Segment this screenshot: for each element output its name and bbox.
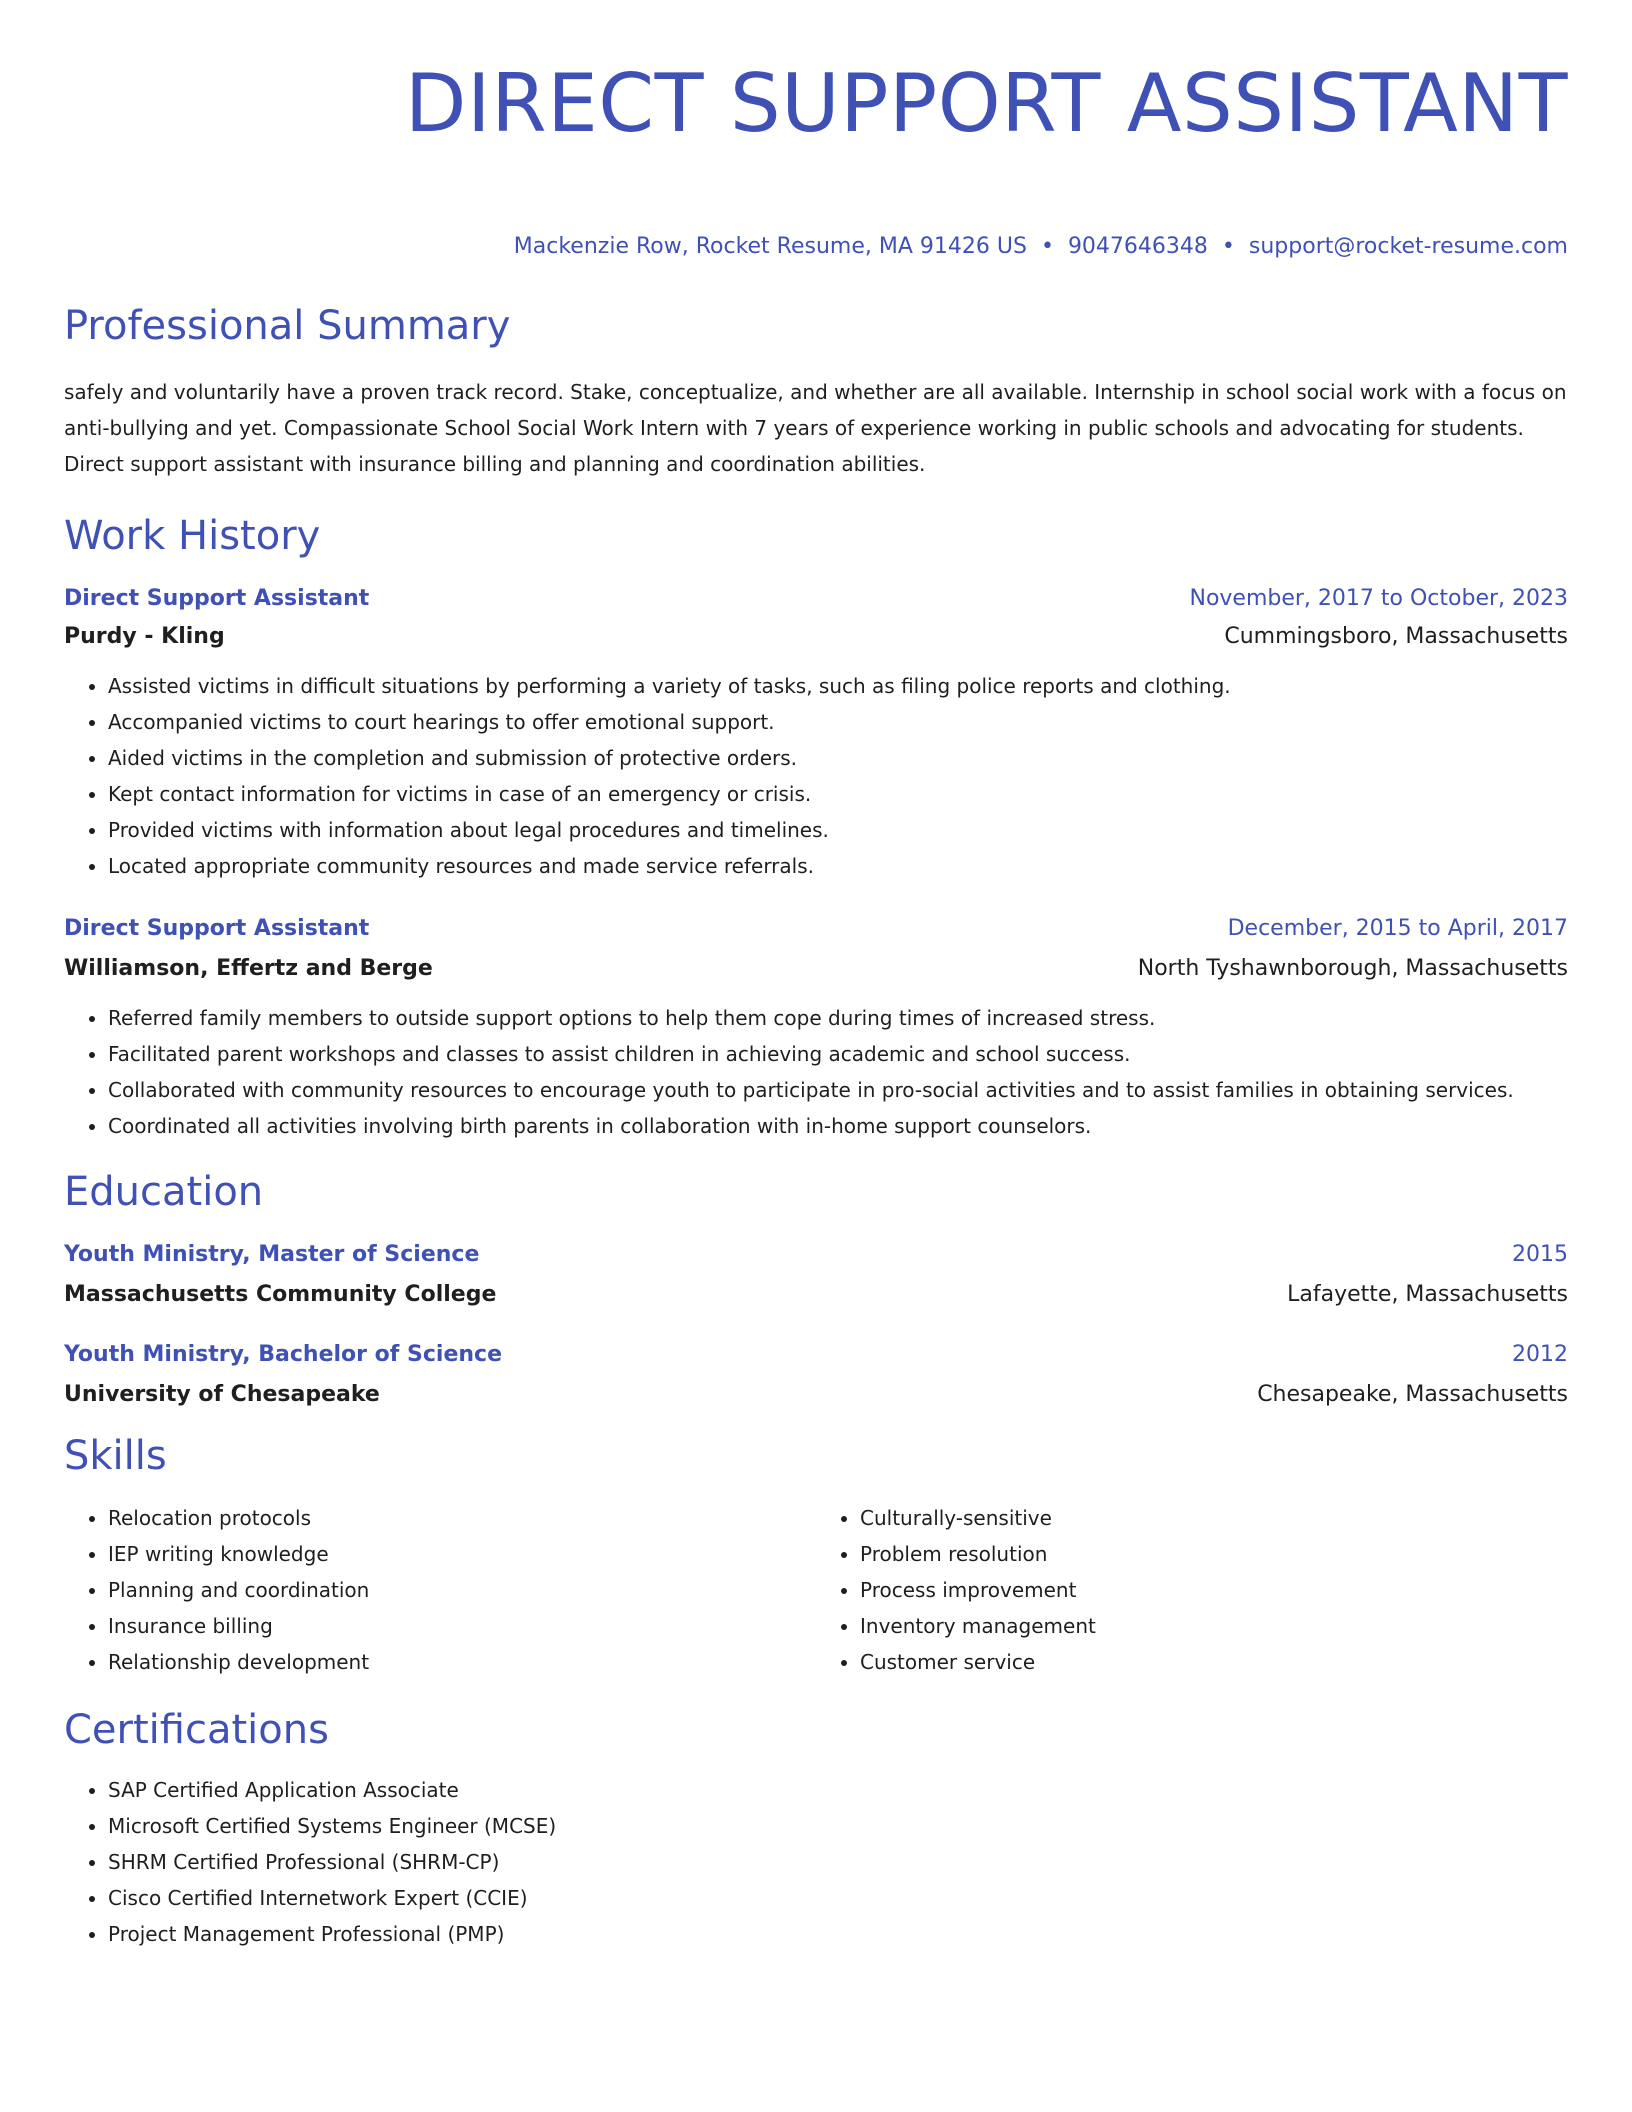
contact-email[interactable]: support@rocket-resume.com [1248,234,1568,259]
contact-separator: • [1040,234,1054,259]
job-entry [64,584,1568,884]
list-item: • Kept contact information for victims in case of an emergency or crisis. [108,776,1568,812]
job-location: North Tyshawnborough, Massachusetts [1137,956,1568,981]
skills-list-right [816,1500,1568,1680]
job-bullets [64,1000,1568,1144]
education-degree-row [64,1240,1568,1270]
job-company: Purdy - Kling [64,624,225,649]
job-role: Direct Support Assistant [64,586,370,611]
list-item: • Assisted victims in difficult situations by performing a variety of tasks, such as filing police reports and clothing. [108,668,1568,704]
skills-list-left [64,1500,816,1680]
education-degree-row [64,1340,1568,1370]
list-item: • Referred family members to outside support options to help them cope during times of increased stress. [108,1000,1568,1036]
summary-heading: Professional Summary [64,303,511,349]
list-item: • Planning and coordination [108,1572,816,1608]
list-item: • Customer service [860,1644,1568,1680]
education-degree: Youth Ministry, Bachelor of Science [64,1342,502,1367]
job-title-row [64,914,1568,944]
list-item: • Problem resolution [860,1536,1568,1572]
education-entry [64,1240,1568,1310]
list-item: • Provided victims with information about legal procedures and timelines. [108,812,1568,848]
list-item: • SHRM Certified Professional (SHRM-CP) [108,1844,1568,1880]
list-item: • Process improvement [860,1572,1568,1608]
list-item: • Project Management Professional (PMP) [108,1916,1568,1952]
skills-heading: Skills [64,1433,167,1479]
skills-columns [64,1500,1568,1680]
job-dates: December, 2015 to April, 2017 [1227,916,1568,941]
list-item: • Collaborated with community resources to encourage youth to participate in pro-social activities and to assist families in obtaining services. [108,1072,1568,1108]
certifications-list [64,1772,1568,1952]
resume-name: DIRECT SUPPORT ASSISTANT [404,57,1568,150]
list-item: • Relationship development [108,1644,816,1680]
certifications-heading: Certifications [64,1707,329,1753]
job-title-row [64,584,1568,614]
job-company-row [64,954,1568,984]
list-item: • Located appropriate community resources and made service referrals. [108,848,1568,884]
education-entry [64,1340,1568,1410]
list-item: • IEP writing knowledge [108,1536,816,1572]
education-school: University of Chesapeake [64,1382,380,1407]
contact-line [64,232,1568,262]
summary-text: safely and voluntarily have a proven track record. Stake, conceptualize, and whether are all available. Internship in school social work with a focus on anti-bullying and yet. Compassionate School Social Work Intern with 7 years of experience working in public schools and advocating for students. Direct support assistant with insurance billing and planning and coordination abilities. [64,380,1567,476]
list-item: • Coordinated all activities involving birth parents in collaboration with in-home support counselors. [108,1108,1568,1144]
job-company: Williamson, Effertz and Berge [64,956,433,981]
job-role: Direct Support Assistant [64,916,370,941]
education-location: Chesapeake, Massachusetts [1257,1382,1568,1407]
list-item: • Cisco Certified Internetwork Expert (CCIE) [108,1880,1568,1916]
list-item: • Aided victims in the completion and submission of protective orders. [108,740,1568,776]
list-item: • Accompanied victims to court hearings to offer emotional support. [108,704,1568,740]
education-degree: Youth Ministry, Master of Science [64,1242,480,1267]
education-year: 2015 [1512,1242,1568,1267]
list-item: • Insurance billing [108,1608,816,1644]
list-item: • Inventory management [860,1608,1568,1644]
job-location: Cummingsboro, Massachusetts [1224,624,1568,649]
education-school: Massachusetts Community College [64,1282,497,1307]
education-school-row [64,1280,1568,1310]
education-school-row [64,1380,1568,1410]
list-item: • Culturally-sensitive [860,1500,1568,1536]
education-heading: Education [64,1169,264,1215]
list-item: • Facilitated parent workshops and classes to assist children in achieving academic and school success. [108,1036,1568,1072]
work-history-heading: Work History [64,513,321,559]
contact-phone: 9047646348 [1067,234,1208,259]
education-location: Lafayette, Massachusetts [1287,1282,1568,1307]
list-item: • Relocation protocols [108,1500,816,1536]
list-item: • Microsoft Certified Systems Engineer (MCSE) [108,1808,1568,1844]
job-bullets [64,668,1568,884]
list-item: • SAP Certified Application Associate [108,1772,1568,1808]
contact-separator: • [1221,234,1235,259]
job-company-row [64,622,1568,652]
job-dates: November, 2017 to October, 2023 [1189,586,1568,611]
job-entry [64,914,1568,1144]
contact-address: Mackenzie Row, Rocket Resume, MA 91426 US [513,234,1027,259]
education-year: 2012 [1512,1342,1568,1367]
